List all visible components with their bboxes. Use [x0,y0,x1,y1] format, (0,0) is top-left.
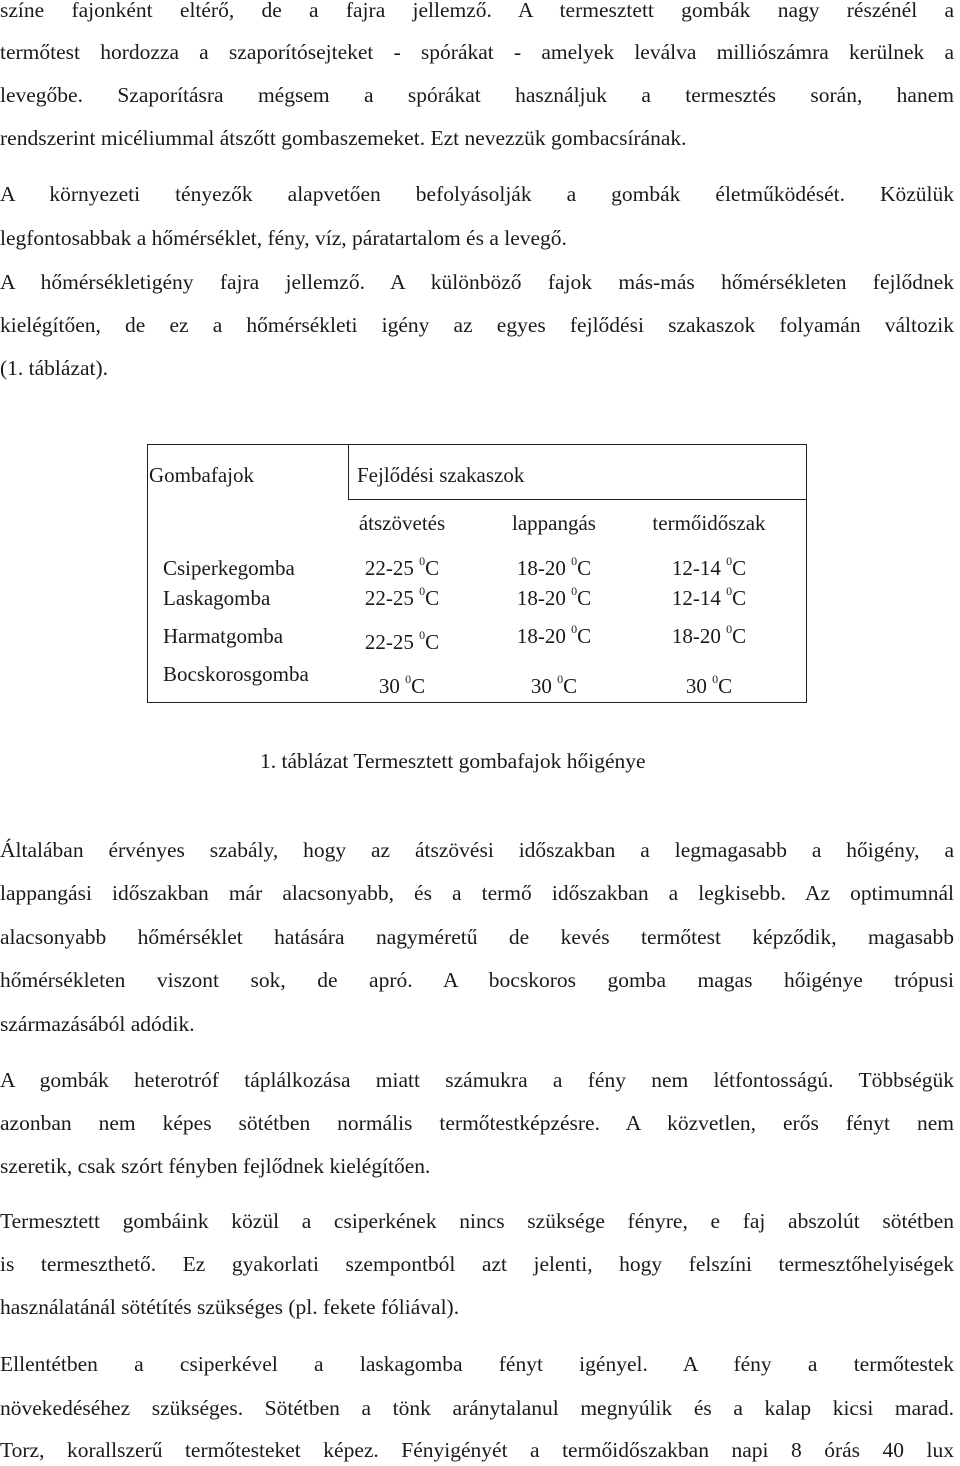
text-line: szeretik, csak szórt fényben fejlődnek kielégítően. [0,1154,431,1178]
temp-cell: 18-20 $^0$C [671,622,747,648]
species-name: Csiperkegomba [163,556,295,580]
text-line: származásából adódik. [0,1012,195,1036]
text-line: Ellentétben a csiperkével a laskagomba fényt igényel. A fény a termőtestek [0,1352,954,1376]
stage-header: termőidőszak [652,511,766,535]
temp-cell: 18-20 $^0$C [516,622,592,648]
species-name: Harmatgomba [163,624,284,648]
text-line: növekedéséhez szükséges. Sötétben a tönk aránytalanul megnyúlik és a kalap kicsi marad. [0,1396,954,1420]
stage-header: lappangás [512,511,596,535]
text-line: A hőmérsékletigény fajra jellemző. A különböző fajok más-más hőmérsékleten fejlődnek [0,270,954,294]
temp-cell: 12-14 $^0$C [671,584,747,610]
temp-cell: 12-14 $^0$C [671,554,747,580]
text-line: legfontosabbak a hőmérséklet, fény, víz, páratartalom és a levegő. [0,226,567,250]
text-line: hőmérsékleten viszont sok, de apró. A bocskoros gomba magas hőigénye trópusi [0,968,954,992]
species-name: Bocskorosgomba [163,662,309,686]
temp-cell: 22-25 $^0$C [364,628,440,654]
temp-cell: 18-20 $^0$C [516,584,592,610]
text-line: azonban nem képes sötétben normális termőtestképzésre. A közvetlen, erős fényt nem [0,1111,954,1135]
header-species: Gombafajok [149,463,254,487]
text-line: levegőbe. Szaporításra mégsem a spórákat használjuk a termesztés során, hanem [0,83,954,107]
temp-cell: 30 $^0$C [530,672,578,698]
table-header-divider [348,445,349,500]
text-line: (1. táblázat). [0,356,109,380]
text-line: alacsonyabb hőmérséklet hatására nagyméretű de kevés termőtest képződik, magasabb [0,925,954,949]
stage-header: átszövetés [358,511,446,535]
text-line: lappangási időszakban már alacsonyabb, és a termő időszakban a legkisebb. Az optimumnál [0,881,954,905]
text-line: Termesztett gombáink közül a csiperkének nincs szüksége fényre, e faj abszolút sötétben [0,1209,954,1233]
text-line: termőtest hordozza a szaporítósejteket - spórákat - amelyek leválva milliószámra kerülnek a [0,40,954,64]
header-stages: Fejlődési szakaszok [357,463,525,487]
table-header-rule [348,499,807,500]
species-name: Laskagomba [163,586,271,610]
temp-cell: 30 $^0$C [378,672,426,698]
text-line: A környezeti tényezők alapvetően befolyásolják a gombák életműködését. Közülük [0,182,954,206]
text-line: A gombák heterotróf táplálkozása miatt számukra a fény nem létfontosságú. Többségük [0,1068,954,1092]
table-caption: 1. táblázat Termesztett gombafajok hőigénye [260,749,646,773]
text-line: használatánál sötétítés szükséges (pl. fekete fóliával). [0,1295,460,1319]
text-line: kielégítően, de ez a hőmérsékleti igény az egyes fejlődési szakaszok folyamán változik [0,313,954,337]
text-line: is termeszthető. Ez gyakorlati szempontból azt jelenti, hogy felszíni termesztőhelyiségek [0,1252,954,1276]
text-line: rendszerint micéliummal átszőtt gombaszemeket. Ezt nevezzük gombacsírának. [0,126,687,150]
temp-cell: 22-25 $^0$C [364,554,440,580]
temp-cell: 22-25 $^0$C [364,584,440,610]
text-line: Általában érvényes szabály, hogy az átszövési időszakban a legmagasabb a hőigény, a [0,838,954,862]
text-line: Torz, korallszerű termőtesteket képez. Fényigényét a termőidőszakban napi 8 órás 40 lux [0,1438,954,1462]
temperature-table [147,444,807,703]
temp-cell: 18-20 $^0$C [516,554,592,580]
text-line: színe fajonként eltérő, de a fajra jellemző. A termesztett gombák nagy részénél a [0,0,954,22]
temp-cell: 30 $^0$C [685,672,733,698]
